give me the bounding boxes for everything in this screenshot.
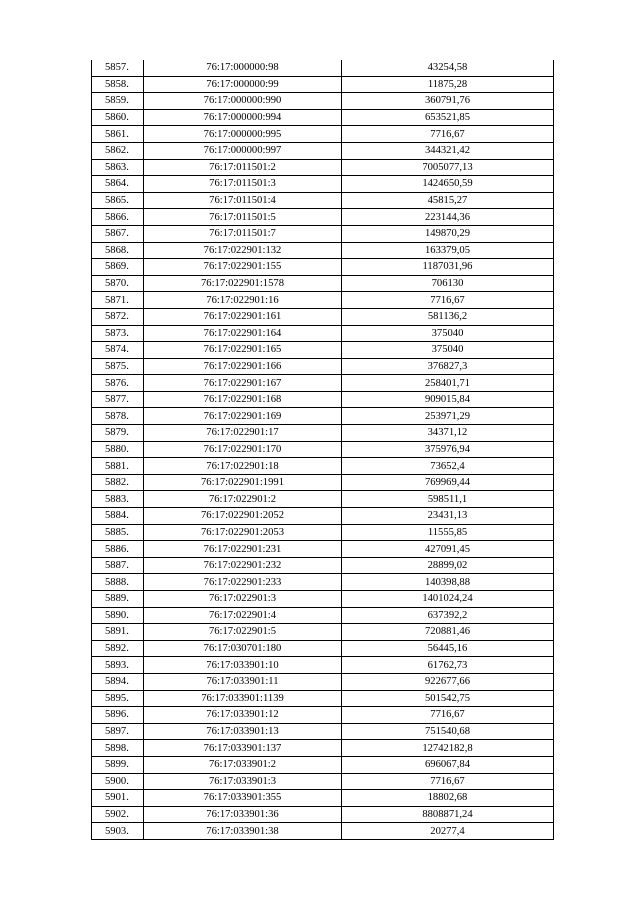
table-row: [92, 806, 554, 823]
value-cell: 769969,44: [342, 474, 554, 491]
table-row: [92, 375, 554, 392]
row-number-cell: 5858.: [92, 76, 144, 93]
row-number-cell: 5860.: [92, 109, 144, 126]
cadastral-number-cell: 76:17:022901:1578: [144, 275, 342, 292]
table-row: [92, 773, 554, 790]
table-row: [92, 756, 554, 773]
value-cell: 8808871,24: [342, 806, 554, 823]
row-number-cell: 5900.: [92, 773, 144, 790]
row-number-cell: 5896.: [92, 707, 144, 724]
value-cell: 140398,88: [342, 574, 554, 591]
row-number-cell: 5866.: [92, 209, 144, 226]
cadastral-number-cell: 76:17:022901:4: [144, 607, 342, 624]
value-cell: 12742182,8: [342, 740, 554, 757]
table-row: [92, 159, 554, 176]
cadastral-number-cell: 76:17:022901:167: [144, 375, 342, 392]
value-cell: 20277,4: [342, 823, 554, 840]
table-row: [92, 723, 554, 740]
cadastral-number-cell: 76:17:022901:168: [144, 391, 342, 408]
value-cell: 7716,67: [342, 773, 554, 790]
value-cell: 149870,29: [342, 225, 554, 242]
row-number-cell: 5873.: [92, 325, 144, 342]
cadastral-number-cell: 76:17:022901:166: [144, 358, 342, 375]
table-row: [92, 508, 554, 525]
table-body: [92, 60, 554, 839]
row-number-cell: 5876.: [92, 375, 144, 392]
row-number-cell: 5870.: [92, 275, 144, 292]
value-cell: 1401024,24: [342, 591, 554, 608]
row-number-cell: 5864.: [92, 176, 144, 193]
cadastral-number-cell: 76:17:033901:38: [144, 823, 342, 840]
cadastral-number-cell: 76:17:022901:233: [144, 574, 342, 591]
value-cell: 258401,71: [342, 375, 554, 392]
row-number-cell: 5857.: [92, 60, 144, 76]
value-cell: 163379,05: [342, 242, 554, 259]
value-cell: 344321,42: [342, 142, 554, 159]
value-cell: 751540,68: [342, 723, 554, 740]
row-number-cell: 5897.: [92, 723, 144, 740]
cadastral-number-cell: 76:17:033901:13: [144, 723, 342, 740]
cadastral-number-cell: 76:17:022901:132: [144, 242, 342, 259]
value-cell: 223144,36: [342, 209, 554, 226]
table-row: [92, 176, 554, 193]
row-number-cell: 5874.: [92, 342, 144, 359]
row-number-cell: 5885.: [92, 524, 144, 541]
table-row: [92, 823, 554, 840]
cadastral-number-cell: 76:17:022901:2: [144, 491, 342, 508]
cadastral-number-cell: 76:17:033901:355: [144, 790, 342, 807]
table-row: [92, 192, 554, 209]
table-row: [92, 607, 554, 624]
table-row: [92, 109, 554, 126]
row-number-cell: 5889.: [92, 591, 144, 608]
value-cell: 7716,67: [342, 707, 554, 724]
cadastral-number-cell: 76:17:000000:994: [144, 109, 342, 126]
cadastral-number-cell: 76:17:022901:2052: [144, 508, 342, 525]
value-cell: 1187031,96: [342, 259, 554, 276]
value-cell: 11875,28: [342, 76, 554, 93]
row-number-cell: 5903.: [92, 823, 144, 840]
table-row: [92, 259, 554, 276]
cadastral-number-cell: 76:17:033901:2: [144, 756, 342, 773]
row-number-cell: 5862.: [92, 142, 144, 159]
row-number-cell: 5895.: [92, 690, 144, 707]
value-cell: 61762,73: [342, 657, 554, 674]
cadastral-number-cell: 76:17:022901:155: [144, 259, 342, 276]
value-cell: 18802,68: [342, 790, 554, 807]
value-cell: 1424650,59: [342, 176, 554, 193]
cadastral-number-cell: 76:17:022901:1991: [144, 474, 342, 491]
row-number-cell: 5877.: [92, 391, 144, 408]
cadastral-number-cell: 76:17:030701:180: [144, 640, 342, 657]
cadastral-number-cell: 76:17:000000:990: [144, 93, 342, 110]
table-row: [92, 60, 554, 76]
value-cell: 73652,4: [342, 458, 554, 475]
cadastral-number-cell: 76:17:022901:169: [144, 408, 342, 425]
table-row: [92, 707, 554, 724]
table-row: [92, 275, 554, 292]
cadastral-number-cell: 76:17:033901:12: [144, 707, 342, 724]
cadastral-number-cell: 76:17:000000:99: [144, 76, 342, 93]
table-row: [92, 673, 554, 690]
value-cell: 376827,3: [342, 358, 554, 375]
cadastral-number-cell: 76:17:033901:11: [144, 673, 342, 690]
value-cell: 253971,29: [342, 408, 554, 425]
table-row: [92, 640, 554, 657]
row-number-cell: 5890.: [92, 607, 144, 624]
value-cell: 696067,84: [342, 756, 554, 773]
cadastral-number-cell: 76:17:022901:3: [144, 591, 342, 608]
value-cell: 7716,67: [342, 292, 554, 309]
row-number-cell: 5868.: [92, 242, 144, 259]
cadastral-number-cell: 76:17:022901:17: [144, 425, 342, 442]
row-number-cell: 5888.: [92, 574, 144, 591]
value-cell: 56445,16: [342, 640, 554, 657]
table-row: [92, 342, 554, 359]
cadastral-number-cell: 76:17:022901:161: [144, 308, 342, 325]
table-row: [92, 458, 554, 475]
table-row: [92, 790, 554, 807]
cadastral-number-cell: 76:17:033901:36: [144, 806, 342, 823]
cadastral-number-cell: 76:17:011501:7: [144, 225, 342, 242]
table-row: [92, 308, 554, 325]
table-row: [92, 325, 554, 342]
row-number-cell: 5894.: [92, 673, 144, 690]
cadastral-number-cell: 76:17:011501:4: [144, 192, 342, 209]
row-number-cell: 5878.: [92, 408, 144, 425]
value-cell: 43254,58: [342, 60, 554, 76]
table-row: [92, 242, 554, 259]
table-row: [92, 126, 554, 143]
value-cell: 637392,2: [342, 607, 554, 624]
table-row: [92, 541, 554, 558]
table-row: [92, 574, 554, 591]
cadastral-number-cell: 76:17:011501:2: [144, 159, 342, 176]
table-row: [92, 591, 554, 608]
row-number-cell: 5898.: [92, 740, 144, 757]
value-cell: 11555,85: [342, 524, 554, 541]
table-row: [92, 93, 554, 110]
value-cell: 427091,45: [342, 541, 554, 558]
value-cell: 375976,94: [342, 441, 554, 458]
row-number-cell: 5865.: [92, 192, 144, 209]
row-number-cell: 5902.: [92, 806, 144, 823]
row-number-cell: 5882.: [92, 474, 144, 491]
cadastral-number-cell: 76:17:033901:10: [144, 657, 342, 674]
cadastral-number-cell: 76:17:022901:231: [144, 541, 342, 558]
row-number-cell: 5875.: [92, 358, 144, 375]
table-row: [92, 740, 554, 757]
row-number-cell: 5886.: [92, 541, 144, 558]
cadastral-number-cell: 76:17:022901:165: [144, 342, 342, 359]
row-number-cell: 5891.: [92, 624, 144, 641]
value-cell: 34371,12: [342, 425, 554, 442]
table-row: [92, 690, 554, 707]
row-number-cell: 5893.: [92, 657, 144, 674]
row-number-cell: 5872.: [92, 308, 144, 325]
table-row: [92, 441, 554, 458]
table-row: [92, 292, 554, 309]
cadastral-number-cell: 76:17:022901:170: [144, 441, 342, 458]
value-cell: 375040: [342, 325, 554, 342]
value-cell: 45815,27: [342, 192, 554, 209]
cadastral-number-cell: 76:17:000000:995: [144, 126, 342, 143]
table-row: [92, 408, 554, 425]
row-number-cell: 5859.: [92, 93, 144, 110]
cadastral-number-cell: 76:17:033901:137: [144, 740, 342, 757]
cadastral-number-cell: 76:17:011501:5: [144, 209, 342, 226]
row-number-cell: 5901.: [92, 790, 144, 807]
cadastral-number-cell: 76:17:000000:997: [144, 142, 342, 159]
value-cell: 7005077,13: [342, 159, 554, 176]
value-cell: 598511,1: [342, 491, 554, 508]
table-row: [92, 358, 554, 375]
cadastral-number-cell: 76:17:022901:232: [144, 557, 342, 574]
table-row: [92, 142, 554, 159]
table-row: [92, 524, 554, 541]
cadastral-number-cell: 76:17:033901:3: [144, 773, 342, 790]
table-row: [92, 209, 554, 226]
row-number-cell: 5887.: [92, 557, 144, 574]
row-number-cell: 5880.: [92, 441, 144, 458]
row-number-cell: 5861.: [92, 126, 144, 143]
value-cell: 360791,76: [342, 93, 554, 110]
value-cell: 922677,66: [342, 673, 554, 690]
value-cell: 375040: [342, 342, 554, 359]
table-row: [92, 391, 554, 408]
cadastral-value-table: [91, 60, 554, 840]
row-number-cell: 5869.: [92, 259, 144, 276]
row-number-cell: 5883.: [92, 491, 144, 508]
cadastral-number-cell: 76:17:022901:164: [144, 325, 342, 342]
value-cell: 706130: [342, 275, 554, 292]
cadastral-number-cell: 76:17:022901:2053: [144, 524, 342, 541]
row-number-cell: 5867.: [92, 225, 144, 242]
row-number-cell: 5879.: [92, 425, 144, 442]
table-row: [92, 491, 554, 508]
row-number-cell: 5881.: [92, 458, 144, 475]
document-page: [91, 60, 553, 840]
value-cell: 581136,2: [342, 308, 554, 325]
table-row: [92, 76, 554, 93]
cadastral-number-cell: 76:17:000000:98: [144, 60, 342, 76]
value-cell: 909015,84: [342, 391, 554, 408]
cadastral-number-cell: 76:17:033901:1139: [144, 690, 342, 707]
value-cell: 28899,02: [342, 557, 554, 574]
value-cell: 653521,85: [342, 109, 554, 126]
table-row: [92, 557, 554, 574]
table-row: [92, 474, 554, 491]
row-number-cell: 5871.: [92, 292, 144, 309]
table-row: [92, 624, 554, 641]
value-cell: 23431,13: [342, 508, 554, 525]
row-number-cell: 5899.: [92, 756, 144, 773]
value-cell: 501542,75: [342, 690, 554, 707]
row-number-cell: 5863.: [92, 159, 144, 176]
table-row: [92, 225, 554, 242]
row-number-cell: 5892.: [92, 640, 144, 657]
cadastral-number-cell: 76:17:022901:5: [144, 624, 342, 641]
row-number-cell: 5884.: [92, 508, 144, 525]
value-cell: 7716,67: [342, 126, 554, 143]
value-cell: 720881,46: [342, 624, 554, 641]
cadastral-number-cell: 76:17:022901:16: [144, 292, 342, 309]
table-row: [92, 425, 554, 442]
cadastral-number-cell: 76:17:022901:18: [144, 458, 342, 475]
cadastral-number-cell: 76:17:011501:3: [144, 176, 342, 193]
table-row: [92, 657, 554, 674]
